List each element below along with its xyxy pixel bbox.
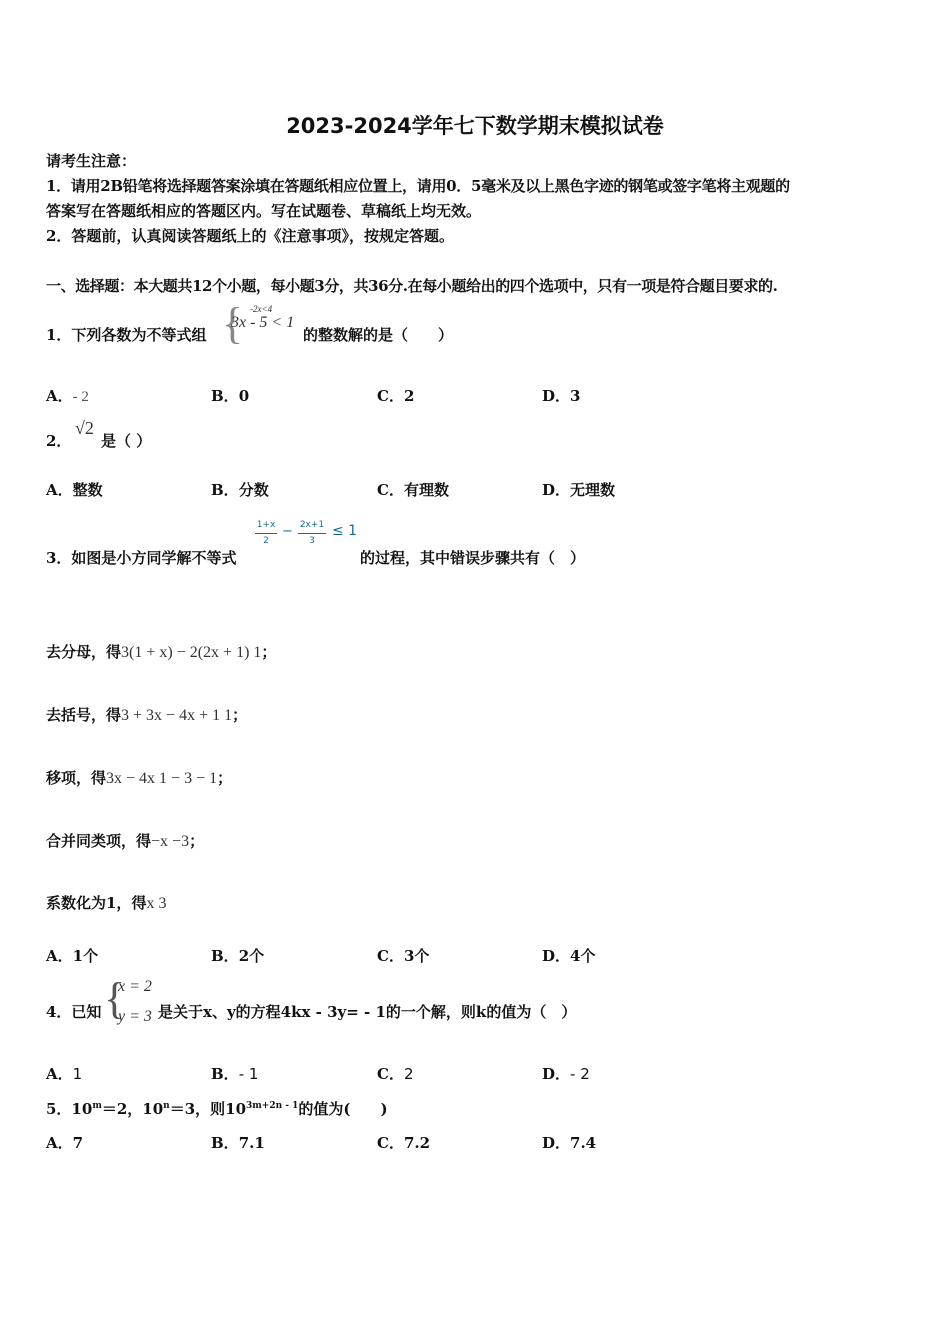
q2-prefix: 2． <box>46 432 72 450</box>
step-label: 移项，得 <box>46 769 107 787</box>
q1-brace: { <box>222 299 244 348</box>
q4-option-c[interactable] <box>377 1063 414 1084</box>
option-label: B． <box>211 947 239 965</box>
q2-radical: √2 <box>75 418 94 438</box>
q3-suffix: 的过程，其中错误步骤共有（ ） <box>360 549 586 567</box>
q1-inequality-bottom: 3x - 5 < 1 <box>231 314 295 331</box>
option-value: 无理数 <box>570 481 616 499</box>
option-value: 7.4 <box>570 1134 597 1152</box>
q3-prefix: 3．如图是小方同学解不等式 <box>46 549 237 567</box>
step-end: ； <box>261 643 277 661</box>
option-value: 2个 <box>238 947 265 965</box>
step-end: ； <box>232 706 248 724</box>
q4-brace: { <box>104 974 126 1023</box>
q4-system-top: x = 2 <box>118 978 152 995</box>
q3-frac2-numerator: 2x+1 <box>299 520 325 530</box>
notice-line-2: 2．答题前，认真阅读答题纸上的《注意事项》，按规定答题。 <box>46 227 454 245</box>
option-label: C． <box>377 1065 404 1083</box>
q3-minus-sign: − <box>282 524 293 539</box>
option-value: 7 <box>72 1134 84 1152</box>
q4-system-bottom: y = 3 <box>118 1008 152 1025</box>
q3-step-5 <box>46 891 166 916</box>
q5-sup-m: m <box>92 1101 102 1111</box>
step-expression: −x −3 <box>151 833 190 850</box>
q3-frac1-line <box>255 533 277 534</box>
option-label: B． <box>211 1065 239 1083</box>
q5-part-3: ＝3，则10 <box>169 1100 247 1118</box>
q3-option-b[interactable] <box>211 945 264 966</box>
step-expression: x 3 <box>146 895 167 912</box>
q3-step-2 <box>46 703 247 728</box>
section-heading: 一、选择题：本大题共12个小题，每小题3分，共36分.在每小题给出的四个选项中，只有一项是符合题目要求的. <box>46 277 778 295</box>
q4-prefix: 4．已知 <box>46 1003 102 1021</box>
option-label: D． <box>542 481 571 499</box>
q2-option-a[interactable] <box>46 479 103 500</box>
q5-sup-n: n <box>163 1101 170 1111</box>
option-value: 分数 <box>238 481 269 499</box>
q1-inequality-top: -2x<4 <box>250 304 273 314</box>
option-label: B． <box>211 387 239 405</box>
q3-option-a[interactable] <box>46 945 98 966</box>
q1-option-d[interactable] <box>542 385 580 406</box>
option-value: 3个 <box>403 947 430 965</box>
q4-suffix: 是关于x、y的方程4kx - 3y= - 1的一个解，则k的值为（ ） <box>158 1003 577 1021</box>
option-value: - 1 <box>238 1065 259 1083</box>
option-label: C． <box>377 481 404 499</box>
option-label: D． <box>542 1065 571 1083</box>
q1-option-c[interactable] <box>377 385 414 406</box>
option-value: 整数 <box>72 481 103 499</box>
q3-frac1-numerator: 1+x <box>256 520 276 530</box>
q1-option-a[interactable] <box>46 385 89 406</box>
option-label: C． <box>377 947 404 965</box>
q3-step-1 <box>46 640 276 665</box>
q5-part-2: ＝2，10 <box>101 1100 164 1118</box>
option-value: 3 <box>570 387 581 405</box>
q5-option-a[interactable] <box>46 1132 83 1153</box>
step-end: ； <box>189 832 205 850</box>
q2-suffix: 是（ ） <box>101 432 152 450</box>
q3-step-3 <box>46 766 232 791</box>
q4-option-d[interactable] <box>542 1063 590 1084</box>
option-label: A． <box>46 481 73 499</box>
q2-option-c[interactable] <box>377 479 449 500</box>
q2-option-b[interactable] <box>211 479 269 500</box>
step-label: 系数化为1，得 <box>46 894 147 912</box>
step-end: ； <box>217 769 233 787</box>
option-label: D． <box>542 387 571 405</box>
option-value: 1个 <box>72 947 99 965</box>
step-label: 去分母，得 <box>46 643 122 661</box>
option-value: 4个 <box>570 947 596 965</box>
step-label: 合并同类项，得 <box>46 832 152 850</box>
q1-suffix: 的整数解的是（ ） <box>303 326 454 344</box>
notice-line-1b: 答案写在答题纸相应的答题区内。写在试题卷、草稿纸上均无效。 <box>46 202 482 220</box>
option-value: 2 <box>403 387 415 405</box>
option-label: A． <box>46 1065 73 1083</box>
q5-part-1: 5．10 <box>46 1100 93 1118</box>
q3-frac2-line <box>298 533 326 534</box>
q5-option-c[interactable] <box>377 1132 430 1153</box>
option-label: C． <box>377 387 404 405</box>
q4-option-b[interactable] <box>211 1063 258 1084</box>
q2-option-d[interactable] <box>542 479 615 500</box>
q3-option-d[interactable] <box>542 945 595 966</box>
option-label: C． <box>377 1134 404 1152</box>
option-value: 有理数 <box>403 481 449 499</box>
option-label: A． <box>46 387 73 405</box>
q4-option-a[interactable] <box>46 1063 82 1084</box>
option-value: - 2 <box>570 1065 590 1083</box>
q3-leq-one: ≤ 1 <box>332 523 358 539</box>
q5-part-4: 的值为( ) <box>298 1100 388 1118</box>
q5-option-d[interactable] <box>542 1132 596 1153</box>
option-value: 0 <box>238 387 250 405</box>
option-value: 1 <box>72 1065 83 1083</box>
step-expression: 3(1 + x) − 2(2x + 1) 1 <box>121 644 262 661</box>
q1-prefix: 1．下列各数为不等式组 <box>46 326 207 344</box>
option-value: 7.2 <box>403 1134 431 1152</box>
q3-option-c[interactable] <box>377 945 429 966</box>
option-label: B． <box>211 481 239 499</box>
option-label: A． <box>46 1134 73 1152</box>
q5-stem <box>46 1094 388 1122</box>
option-label: D． <box>542 947 571 965</box>
notice-heading: 请考生注意： <box>46 152 137 170</box>
q5-sup-exponent: 3m+2n - 1 <box>246 1101 299 1111</box>
step-label: 去括号，得 <box>46 706 122 724</box>
option-label: A． <box>46 947 73 965</box>
option-label: B． <box>211 1134 239 1152</box>
q1-option-b[interactable] <box>211 385 249 406</box>
q3-frac1-denominator: 2 <box>263 536 269 546</box>
step-expression: 3x − 4x 1 − 3 − 1 <box>106 770 218 787</box>
step-expression: 3 + 3x − 4x + 1 1 <box>121 707 233 724</box>
option-value: 2 <box>403 1065 414 1083</box>
page-title: 2023-2024学年七下数学期末模拟试卷 <box>286 114 664 138</box>
q3-frac2-denominator: 3 <box>309 536 315 546</box>
option-value: - 2 <box>72 389 89 405</box>
option-label: D． <box>542 1134 571 1152</box>
q3-step-4 <box>46 829 204 854</box>
q5-option-b[interactable] <box>211 1132 265 1153</box>
option-value: 7.1 <box>238 1134 265 1152</box>
notice-line-1a: 1．请用2B铅笔将选择题答案涂填在答题纸相应位置上，请用0．5毫米及以上黑色字迹的钢笔或签字笔将主观题的 <box>46 177 790 195</box>
